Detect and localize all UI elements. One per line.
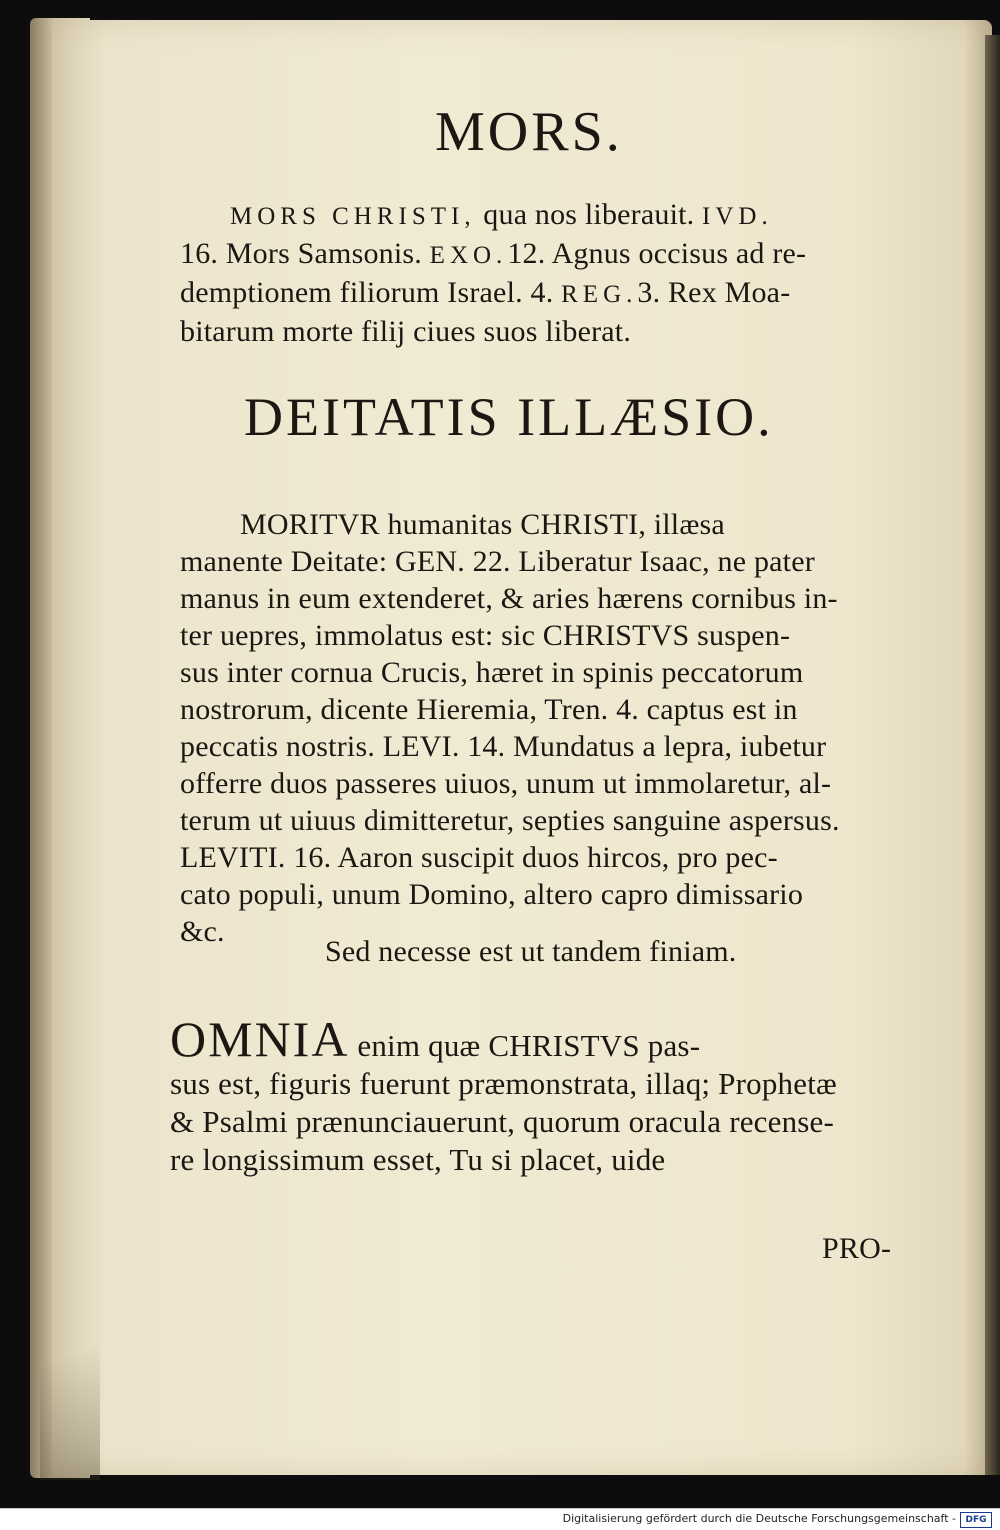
text-span: EXO. (429, 242, 508, 269)
text-line: terum ut uiuus dimitteretur, septies sanguine aspersus. (180, 804, 840, 837)
text-line: ter uepres, immolatus est: sic CHRISTVS suspen- (180, 619, 791, 652)
footer-bar (0, 1508, 1000, 1530)
text-line: nostrorum, dicente Hieremia, Tren. 4. captus est in (180, 693, 798, 726)
text-span: demptionem filiorum Israel. 4. (180, 276, 562, 309)
text-line: manus in eum extenderet, & aries hærens cornibus in- (180, 582, 838, 615)
text-span: bitarum morte filij ciues suos liberat. (180, 315, 632, 348)
text-line: sus inter cornua Crucis, hæret in spinis peccatorum (180, 656, 804, 689)
text-line: offerre duos passeres uiuos, unum ut immolaretur, al- (180, 767, 832, 800)
text-line: LEVITI. 16. Aaron suscipit duos hircos, pro pec- (180, 841, 778, 874)
page-corner (40, 1270, 100, 1480)
text-span: IVD. (702, 203, 773, 230)
text-line (180, 274, 806, 313)
text-span: enim quæ CHRISTVS pas- (349, 1028, 701, 1063)
text-line (180, 313, 806, 350)
text-line: cato populi, unum Domino, altero capro dimissario (180, 878, 804, 911)
catchword: PRO- (822, 1232, 892, 1265)
text-line: sus est, figuris fuerunt præmonstrata, illaq; Prophetæ (170, 1066, 837, 1101)
binding-shadow (985, 35, 1000, 1475)
text-line: manente Deitate: GEN. 22. Liberatur Isaac, ne pater (180, 545, 815, 578)
dfg-logo[interactable]: DFG (960, 1512, 992, 1528)
paragraph-mors (180, 196, 806, 350)
text-span: 12. Agnus occisus ad re- (507, 237, 807, 270)
text-line (180, 196, 806, 235)
large-initial-word: OMNIA (170, 1011, 350, 1067)
text-line: peccatis nostris. LEVI. 14. Mundatus a lepra, iubetur (180, 730, 827, 763)
text-span: 3. Rex Moa- (637, 276, 791, 309)
footer-credit: Digitalisierung gefördert durch die Deutsche Forschungsgemeinschaft - (562, 1512, 956, 1525)
closing-sentence: Sed necesse est ut tandem finiam. (325, 935, 737, 968)
text-line (180, 235, 806, 274)
text-line (170, 1011, 837, 1067)
heading-mors: MORS. (435, 101, 623, 163)
text-line: &c. (180, 915, 225, 948)
paragraph-omnia (170, 1011, 837, 1179)
text-span: MORS CHRISTI, (230, 203, 476, 230)
heading-deitatis: DEITATIS ILLÆSIO. (244, 387, 774, 447)
text-line: re longissimum esset, Tu si placet, uide (170, 1142, 666, 1177)
text-span: qua nos liberauit. (475, 198, 703, 231)
text-line: MORITVR humanitas CHRISTI, illæsa (240, 508, 725, 541)
paragraph-deitatis (180, 506, 840, 950)
text-line: & Psalmi prænunciauerunt, quorum oracula recense- (170, 1104, 835, 1139)
text-span: 16. Mors Samsonis. (180, 237, 430, 270)
text-span: REG. (561, 281, 638, 308)
